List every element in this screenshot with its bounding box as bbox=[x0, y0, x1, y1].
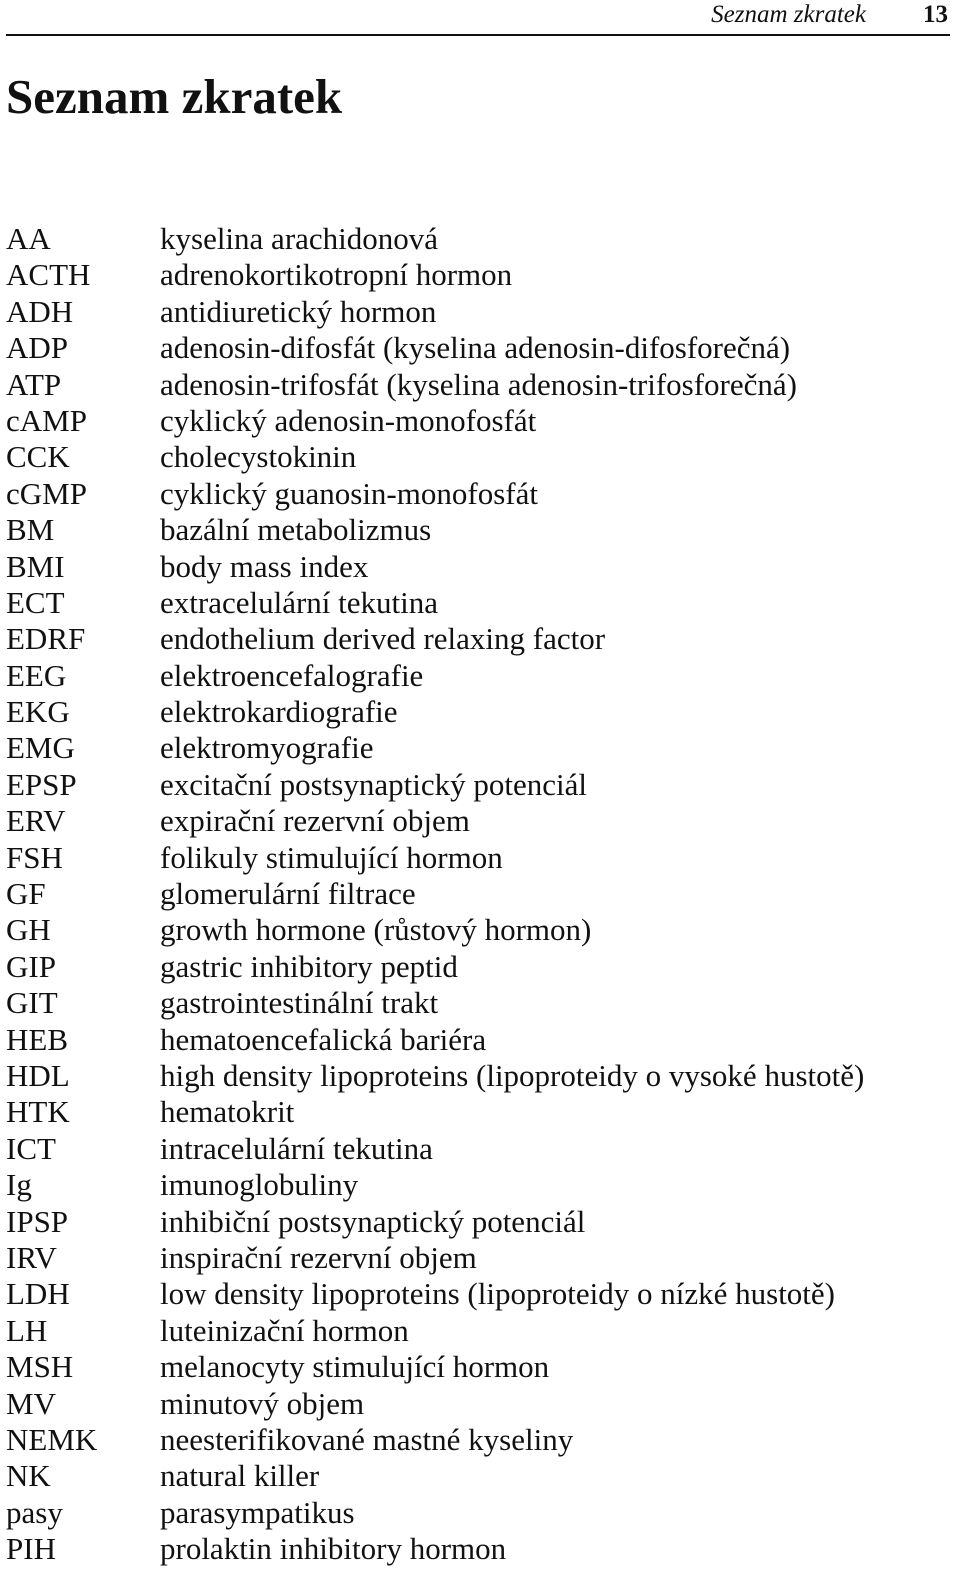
abbreviation-row bbox=[6, 1094, 864, 1130]
abbreviation-term: AA bbox=[6, 221, 51, 256]
abbreviation-meaning: adrenokortikotropní hormon bbox=[160, 257, 513, 293]
abbreviation-row bbox=[6, 694, 864, 730]
abbreviation-meaning: body mass index bbox=[160, 548, 369, 584]
abbreviation-list bbox=[6, 221, 864, 1567]
abbreviation-term: GIP bbox=[6, 948, 56, 984]
abbreviation-row bbox=[6, 1313, 864, 1349]
abbreviation-term: HEB bbox=[6, 1021, 68, 1057]
abbreviation-row bbox=[6, 803, 864, 839]
abbreviation-meaning: intracelulární tekutina bbox=[160, 1130, 433, 1166]
abbreviation-term: MSH bbox=[6, 1349, 74, 1385]
abbreviation-meaning: imunoglobuliny bbox=[160, 1167, 359, 1203]
abbreviation-row bbox=[6, 367, 864, 403]
abbreviation-term: FSH bbox=[6, 839, 63, 875]
abbreviation-term: ERV bbox=[6, 803, 66, 839]
page-number: 13 bbox=[923, 1, 948, 28]
abbreviation-row bbox=[6, 1422, 864, 1458]
abbreviation-meaning: neesterifikované mastné kyseliny bbox=[160, 1421, 574, 1457]
abbreviation-meaning: adenosin-trifosfát (kyselina adenosin-trifosforečná) bbox=[160, 366, 797, 402]
abbreviation-row bbox=[6, 330, 864, 366]
abbreviation-row bbox=[6, 985, 864, 1021]
abbreviation-meaning: endothelium derived relaxing factor bbox=[160, 621, 606, 657]
page-title: Seznam zkratek bbox=[6, 69, 343, 124]
abbreviation-meaning: inhibiční postsynaptický potenciál bbox=[160, 1203, 586, 1239]
abbreviation-term: cAMP bbox=[6, 402, 87, 438]
abbreviation-term: EKG bbox=[6, 694, 70, 730]
abbreviation-term: NK bbox=[6, 1458, 51, 1494]
abbreviation-meaning: natural killer bbox=[160, 1458, 320, 1494]
abbreviation-meaning: elektromyografie bbox=[160, 730, 374, 766]
abbreviation-row bbox=[6, 949, 864, 985]
abbreviation-meaning: cyklický adenosin-monofosfát bbox=[160, 402, 537, 438]
abbreviation-term: EEG bbox=[6, 657, 67, 693]
abbreviation-term: NEMK bbox=[6, 1421, 98, 1457]
abbreviation-term: EMG bbox=[6, 730, 75, 766]
abbreviation-term: ADP bbox=[6, 330, 69, 366]
abbreviation-row bbox=[6, 876, 864, 912]
abbreviation-term: GF bbox=[6, 876, 46, 912]
abbreviation-meaning: folikuly stimulující hormon bbox=[160, 839, 503, 875]
running-title: Seznam zkratek bbox=[711, 1, 866, 28]
abbreviation-meaning: gastric inhibitory peptid bbox=[160, 948, 458, 984]
abbreviation-row bbox=[6, 403, 864, 439]
abbreviation-term: IPSP bbox=[6, 1203, 69, 1239]
abbreviation-term: LDH bbox=[6, 1276, 70, 1312]
abbreviation-term: PIH bbox=[6, 1531, 56, 1567]
abbreviation-meaning: elektroencefalografie bbox=[160, 657, 424, 693]
abbreviation-row bbox=[6, 1531, 864, 1567]
abbreviation-term: ADH bbox=[6, 293, 74, 329]
abbreviation-row bbox=[6, 1167, 864, 1203]
abbreviation-row bbox=[6, 1349, 864, 1385]
abbreviation-row bbox=[6, 549, 864, 585]
abbreviation-meaning: hematokrit bbox=[160, 1094, 295, 1130]
abbreviation-term: GH bbox=[6, 912, 51, 948]
abbreviation-row bbox=[6, 1131, 864, 1167]
abbreviation-term: IRV bbox=[6, 1239, 57, 1275]
abbreviation-meaning: melanocyty stimulující hormon bbox=[160, 1349, 550, 1385]
abbreviation-meaning: growth hormone (růstový hormon) bbox=[160, 912, 592, 948]
abbreviation-meaning: gastrointestinální trakt bbox=[160, 985, 439, 1021]
abbreviation-term: HTK bbox=[6, 1094, 70, 1130]
abbreviation-row bbox=[6, 257, 864, 293]
abbreviation-term: CCK bbox=[6, 439, 70, 475]
abbreviation-meaning: bazální metabolizmus bbox=[160, 512, 432, 548]
abbreviation-term: BMI bbox=[6, 548, 65, 584]
abbreviation-row bbox=[6, 658, 864, 694]
abbreviation-meaning: minutový objem bbox=[160, 1385, 365, 1421]
abbreviation-row bbox=[6, 294, 864, 330]
abbreviation-term: Ig bbox=[6, 1167, 32, 1203]
abbreviation-term: LH bbox=[6, 1312, 48, 1348]
abbreviation-meaning: elektrokardiografie bbox=[160, 694, 398, 730]
abbreviation-meaning: cholecystokinin bbox=[160, 439, 357, 475]
abbreviation-row bbox=[6, 621, 864, 657]
abbreviation-term: HDL bbox=[6, 1057, 70, 1093]
abbreviation-row bbox=[6, 840, 864, 876]
abbreviation-meaning: parasympatikus bbox=[160, 1494, 355, 1530]
abbreviation-row bbox=[6, 476, 864, 512]
abbreviation-term: ECT bbox=[6, 584, 65, 620]
abbreviation-row bbox=[6, 1458, 864, 1494]
abbreviation-term: EPSP bbox=[6, 766, 77, 802]
abbreviation-meaning: glomerulární filtrace bbox=[160, 876, 416, 912]
abbreviation-meaning: low density lipoproteins (lipoproteidy o nízké hustotě) bbox=[160, 1276, 836, 1312]
abbreviation-term: EDRF bbox=[6, 621, 86, 657]
abbreviation-term: ACTH bbox=[6, 257, 91, 293]
abbreviation-term: BM bbox=[6, 512, 55, 548]
abbreviation-row bbox=[6, 730, 864, 766]
abbreviation-term: ICT bbox=[6, 1130, 56, 1166]
abbreviation-row bbox=[6, 767, 864, 803]
abbreviation-row bbox=[6, 1240, 864, 1276]
abbreviation-row bbox=[6, 1058, 864, 1094]
abbreviation-meaning: hematoencefalická bariéra bbox=[160, 1021, 487, 1057]
abbreviation-row bbox=[6, 1204, 864, 1240]
abbreviation-term: ATP bbox=[6, 366, 62, 402]
abbreviation-row bbox=[6, 1386, 864, 1422]
abbreviation-row bbox=[6, 512, 864, 548]
abbreviation-row bbox=[6, 1276, 864, 1312]
abbreviation-meaning: excitační postsynaptický potenciál bbox=[160, 766, 587, 802]
abbreviation-row bbox=[6, 1022, 864, 1058]
abbreviation-row bbox=[6, 221, 864, 257]
abbreviation-row bbox=[6, 439, 864, 475]
abbreviation-meaning: extracelulární tekutina bbox=[160, 584, 439, 620]
abbreviation-term: MV bbox=[6, 1385, 56, 1421]
abbreviation-meaning: cyklický guanosin-monofosfát bbox=[160, 475, 538, 511]
abbreviation-row bbox=[6, 585, 864, 621]
abbreviation-term: pasy bbox=[6, 1494, 63, 1530]
abbreviation-term: cGMP bbox=[6, 475, 87, 511]
abbreviation-meaning: high density lipoproteins (lipoproteidy o vysoké hustotě) bbox=[160, 1057, 865, 1093]
abbreviation-meaning: adenosin-difosfát (kyselina adenosin-difosforečná) bbox=[160, 330, 791, 366]
abbreviation-meaning: kyselina arachidonová bbox=[160, 221, 439, 256]
abbreviation-term: GIT bbox=[6, 985, 58, 1021]
abbreviation-row bbox=[6, 912, 864, 948]
abbreviation-meaning: expirační rezervní objem bbox=[160, 803, 470, 839]
abbreviation-row bbox=[6, 1495, 864, 1531]
abbreviation-meaning: inspirační rezervní objem bbox=[160, 1239, 477, 1275]
abbreviation-meaning: luteinizační hormon bbox=[160, 1312, 409, 1348]
header-rule bbox=[6, 34, 950, 36]
abbreviation-meaning: antidiuretický hormon bbox=[160, 293, 437, 329]
running-header bbox=[0, 0, 960, 38]
abbreviation-meaning: prolaktin inhibitory hormon bbox=[160, 1531, 507, 1567]
